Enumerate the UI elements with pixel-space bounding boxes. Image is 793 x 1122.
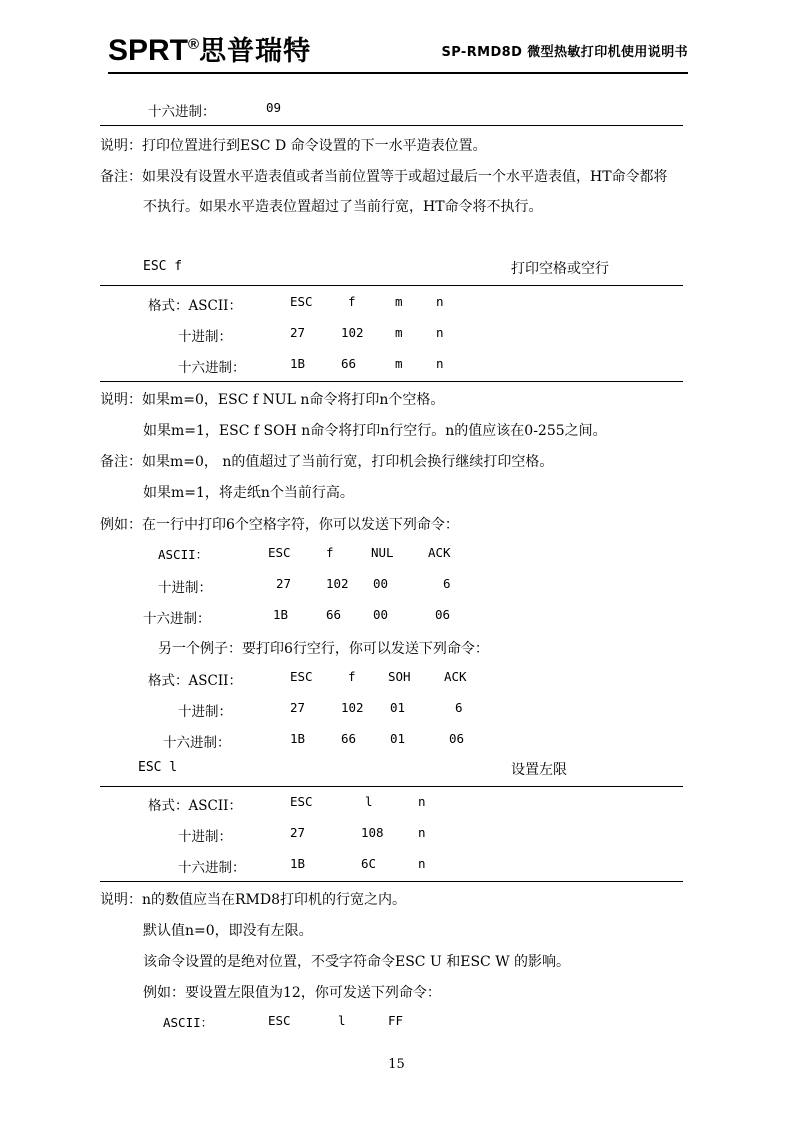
header-divider (108, 72, 688, 74)
esc-f-note-line-1 (100, 451, 553, 471)
esc-f-note-text-1: 如果m=0， n的值超过了当前行宽，打印机会换行继续打印空格。 (142, 454, 554, 470)
esc-f-description-text-1: 如果m=0，ESC f NUL n命令将打印n个空格。 (142, 392, 445, 408)
esc-l-description-line-3: 该命令设置的是绝对位置，不受字符命令ESC U 和ESC W 的影响。 (143, 954, 571, 970)
example-cell: ACK (428, 545, 451, 560)
example-cell: f (348, 669, 356, 684)
ht-note-text-1: 如果没有设置水平造表值或者当前位置等于或超过最后一个水平造表值，HT命令都将 (142, 169, 668, 185)
example-cell: l (338, 1013, 346, 1028)
esc-l-command-name: ESC l (138, 760, 178, 775)
ht-note-line-1 (100, 166, 668, 186)
format-cell: 27 (290, 825, 306, 840)
format-row-label: 十六进制： (178, 360, 246, 376)
hex-row-value: 09 (266, 100, 282, 115)
format-cell: n (436, 356, 444, 371)
section-divider-1 (100, 125, 683, 126)
ht-description-label: 说明： (100, 138, 142, 154)
ht-note-line-2: 不执行。如果水平造表位置超过了当前行宽，HT命令将不执行。 (143, 199, 543, 215)
example-cell: 102 (341, 700, 364, 715)
format-cell: l (365, 794, 373, 809)
format-cell: 108 (361, 825, 384, 840)
example-cell: 1B (273, 607, 289, 622)
example-cell: 06 (449, 731, 465, 746)
esc-f-description-line-1 (100, 389, 444, 409)
example-row-label: 十六进制： (163, 735, 231, 751)
page-header (108, 26, 688, 68)
format-cell: 1B (290, 356, 306, 371)
manual-title: SP-RMD8D 微型热敏打印机使用说明书 (441, 45, 688, 60)
example-row-label: 格式：ASCII： (148, 673, 242, 689)
example-cell: f (326, 545, 334, 560)
example-row-label: ASCII： (163, 1015, 214, 1030)
example-cell: 27 (290, 700, 306, 715)
esc-f-command-title: 打印空格或空行 (511, 261, 609, 277)
format-row-label: 十六进制： (178, 860, 246, 876)
esc-f-description-label: 说明： (100, 392, 142, 408)
example-cell: 66 (326, 607, 342, 622)
format-cell: m (395, 356, 403, 371)
esc-f-example-1-label: 例如： (100, 517, 142, 533)
format-row-label: 十进制： (178, 829, 232, 845)
example-row-label: 十六进制： (143, 611, 211, 627)
section-divider-5 (100, 881, 683, 882)
example-cell: SOH (388, 669, 411, 684)
esc-l-command-title: 设置左限 (511, 762, 567, 778)
example-cell: 00 (373, 576, 389, 591)
hex-row-label: 十六进制： (148, 104, 216, 120)
example-cell: 27 (276, 576, 292, 591)
example-cell: 66 (341, 731, 357, 746)
esc-f-example-1-text: 在一行中打印6个空格字符，你可以发送下列命令： (142, 517, 459, 533)
example-cell: 6 (443, 576, 451, 591)
esc-f-note-label: 备注： (100, 454, 142, 470)
sprt-logo (108, 26, 311, 71)
registered-trademark-icon: ® (188, 36, 200, 53)
esc-l-description-text-1: n的数值应当在RMD8打印机的行宽之内。 (142, 892, 407, 908)
example-cell: NUL (371, 545, 394, 560)
example-cell: ESC (290, 669, 313, 684)
example-cell: FF (388, 1013, 404, 1028)
example-row-label: 十进制： (178, 704, 232, 720)
example-row-label: ASCII： (158, 547, 209, 562)
format-cell: n (418, 794, 426, 809)
esc-l-example-intro: 例如：要设置左限值为12，你可发送下列命令： (143, 985, 441, 1001)
format-cell: n (436, 294, 444, 309)
format-cell: m (395, 294, 403, 309)
logo-wordmark: SPRT (108, 34, 189, 67)
esc-f-example-1-intro (100, 514, 459, 534)
example-cell: 00 (373, 607, 389, 622)
esc-l-description-line-1 (100, 889, 406, 909)
example-row-label: 十进制： (158, 580, 212, 596)
example-cell: 01 (390, 731, 406, 746)
format-cell: n (418, 825, 426, 840)
format-cell: n (436, 325, 444, 340)
ht-description (100, 135, 487, 155)
logo-chinese-name: 思普瑞特 (199, 36, 312, 67)
format-cell: 27 (290, 325, 306, 340)
format-cell: m (395, 325, 403, 340)
example-cell: 6 (455, 700, 463, 715)
format-row-label: 十进制： (178, 329, 232, 345)
format-row-label: 格式：ASCII： (148, 298, 242, 314)
ht-note-label: 备注： (100, 169, 142, 185)
format-cell: f (348, 294, 356, 309)
example-cell: ACK (444, 669, 467, 684)
example-cell: 102 (326, 576, 349, 591)
section-divider-4 (100, 786, 683, 787)
section-divider-2 (100, 285, 683, 286)
esc-f-command-name: ESC f (143, 259, 183, 274)
example-cell: ESC (268, 545, 291, 560)
example-cell: 1B (290, 731, 306, 746)
format-cell: ESC (290, 794, 313, 809)
esc-f-example-2-intro: 另一个例子：要打印6行空行，你可以发送下列命令： (158, 641, 489, 657)
section-divider-3 (100, 381, 683, 382)
page-number: 15 (388, 1057, 405, 1072)
format-cell: 102 (341, 325, 364, 340)
format-cell: 6C (361, 856, 377, 871)
example-cell: 01 (390, 700, 406, 715)
esc-f-note-line-2: 如果m=1，将走纸n个当前行高。 (143, 485, 354, 501)
format-cell: 66 (341, 356, 357, 371)
format-cell: n (418, 856, 426, 871)
format-cell: ESC (290, 294, 313, 309)
esc-l-description-line-2: 默认值n=0，即没有左限。 (143, 923, 313, 939)
esc-f-description-line-2: 如果m=1，ESC f SOH n命令将打印n行空行。n的值应该在0-255之间。 (143, 423, 607, 439)
esc-l-description-label: 说明： (100, 892, 142, 908)
example-cell: ESC (268, 1013, 291, 1028)
format-row-label: 格式：ASCII： (148, 798, 242, 814)
format-cell: 1B (290, 856, 306, 871)
example-cell: 06 (435, 607, 451, 622)
ht-description-text: 打印位置进行到ESC D 命令设置的下一水平造表位置。 (142, 138, 487, 154)
